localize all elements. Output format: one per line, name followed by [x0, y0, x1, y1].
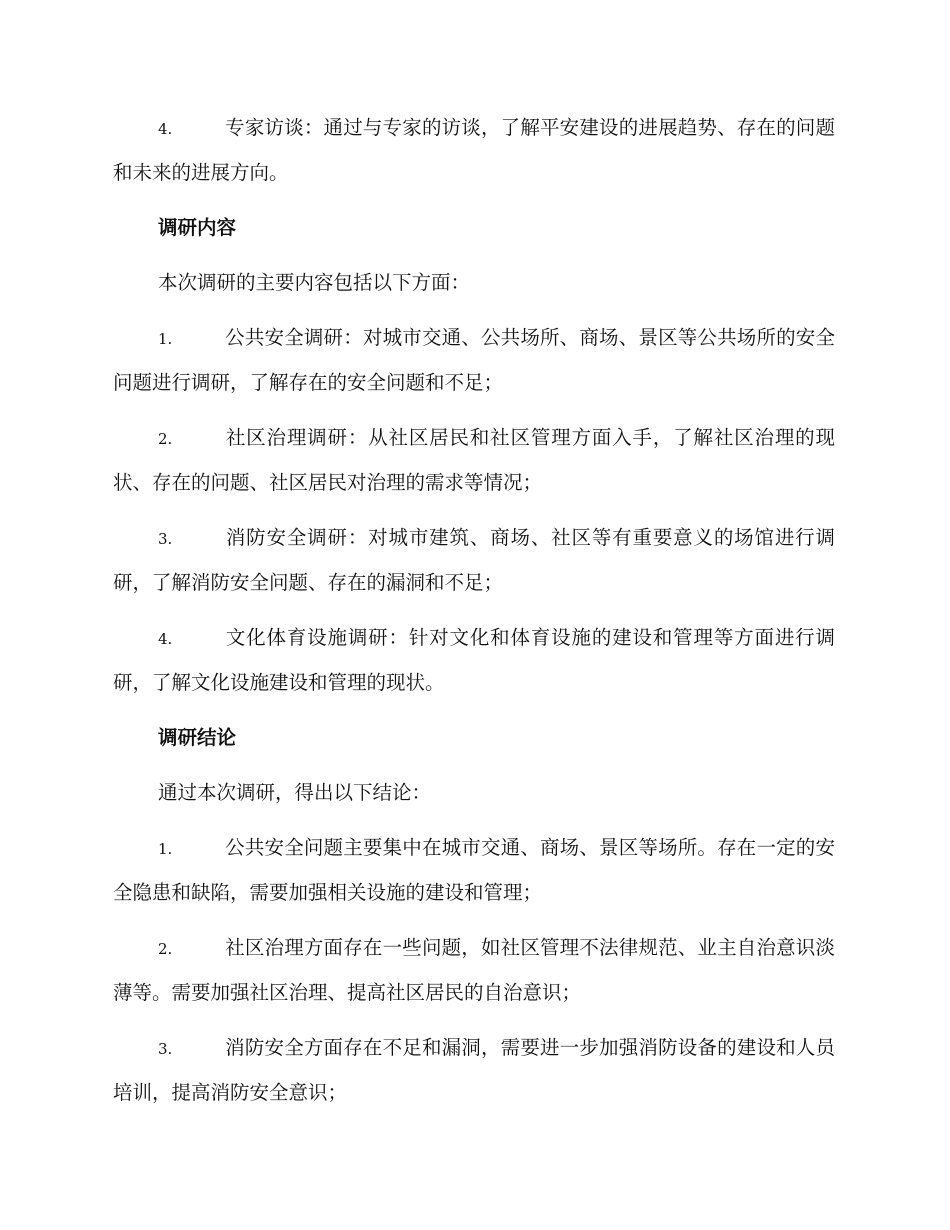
list-number: 3. [158, 530, 173, 548]
list-item-culture-sports [113, 616, 835, 704]
intro-paragraph-conclusion: 通过本次调研，得出以下结论： [158, 781, 432, 804]
list-number: 3. [158, 1040, 173, 1058]
intro-paragraph-content: 本次调研的主要内容包括以下方面： [158, 271, 471, 294]
list-item-text: 文化体育设施调研：针对文化和体育设施的建设和管理等方面进行调研，了解文化设施建设和管理的现状。 [113, 626, 835, 694]
section-heading-research-content: 调研内容 [158, 216, 237, 239]
list-item-conclusion-fire-safety [113, 1026, 835, 1114]
list-item-expert-interview [113, 106, 835, 194]
list-item-text: 社区治理调研：从社区居民和社区管理方面入手，了解社区治理的现状、存在的问题、社区居民对治理的需求等情况； [113, 426, 835, 494]
list-item-text: 消防安全调研：对城市建筑、商场、社区等有重要意义的场馆进行调研，了解消防安全问题、存在的漏洞和不足； [113, 526, 835, 594]
list-item-text: 专家访谈：通过与专家的访谈，了解平安建设的进展趋势、存在的问题和未来的进展方向。 [113, 116, 835, 184]
list-number: 1. [158, 840, 173, 858]
list-item-community-governance [113, 416, 835, 504]
list-item-conclusion-community [113, 926, 835, 1014]
list-number: 2. [158, 430, 173, 448]
list-item-fire-safety [113, 516, 835, 604]
document-body [113, 106, 835, 1126]
list-item-text: 公共安全问题主要集中在城市交通、商场、景区等场所。存在一定的安全隐患和缺陷，需要加强相关设施的建设和管理； [113, 836, 835, 904]
list-number: 4. [158, 120, 173, 138]
section-heading-research-conclusion: 调研结论 [158, 726, 237, 749]
list-number: 4. [158, 630, 173, 648]
list-item-public-safety [113, 316, 835, 404]
list-item-text: 消防安全方面存在不足和漏洞，需要进一步加强消防设备的建设和人员培训，提高消防安全意识； [113, 1036, 835, 1104]
list-number: 1. [158, 330, 173, 348]
list-item-conclusion-public-safety [113, 826, 835, 914]
list-number: 2. [158, 940, 173, 958]
list-item-text: 社区治理方面存在一些问题，如社区管理不法律规范、业主自治意识淡薄等。需要加强社区治理、提高社区居民的自治意识； [113, 936, 835, 1004]
list-item-text: 公共安全调研：对城市交通、公共场所、商场、景区等公共场所的安全问题进行调研，了解存在的安全问题和不足； [113, 326, 835, 394]
